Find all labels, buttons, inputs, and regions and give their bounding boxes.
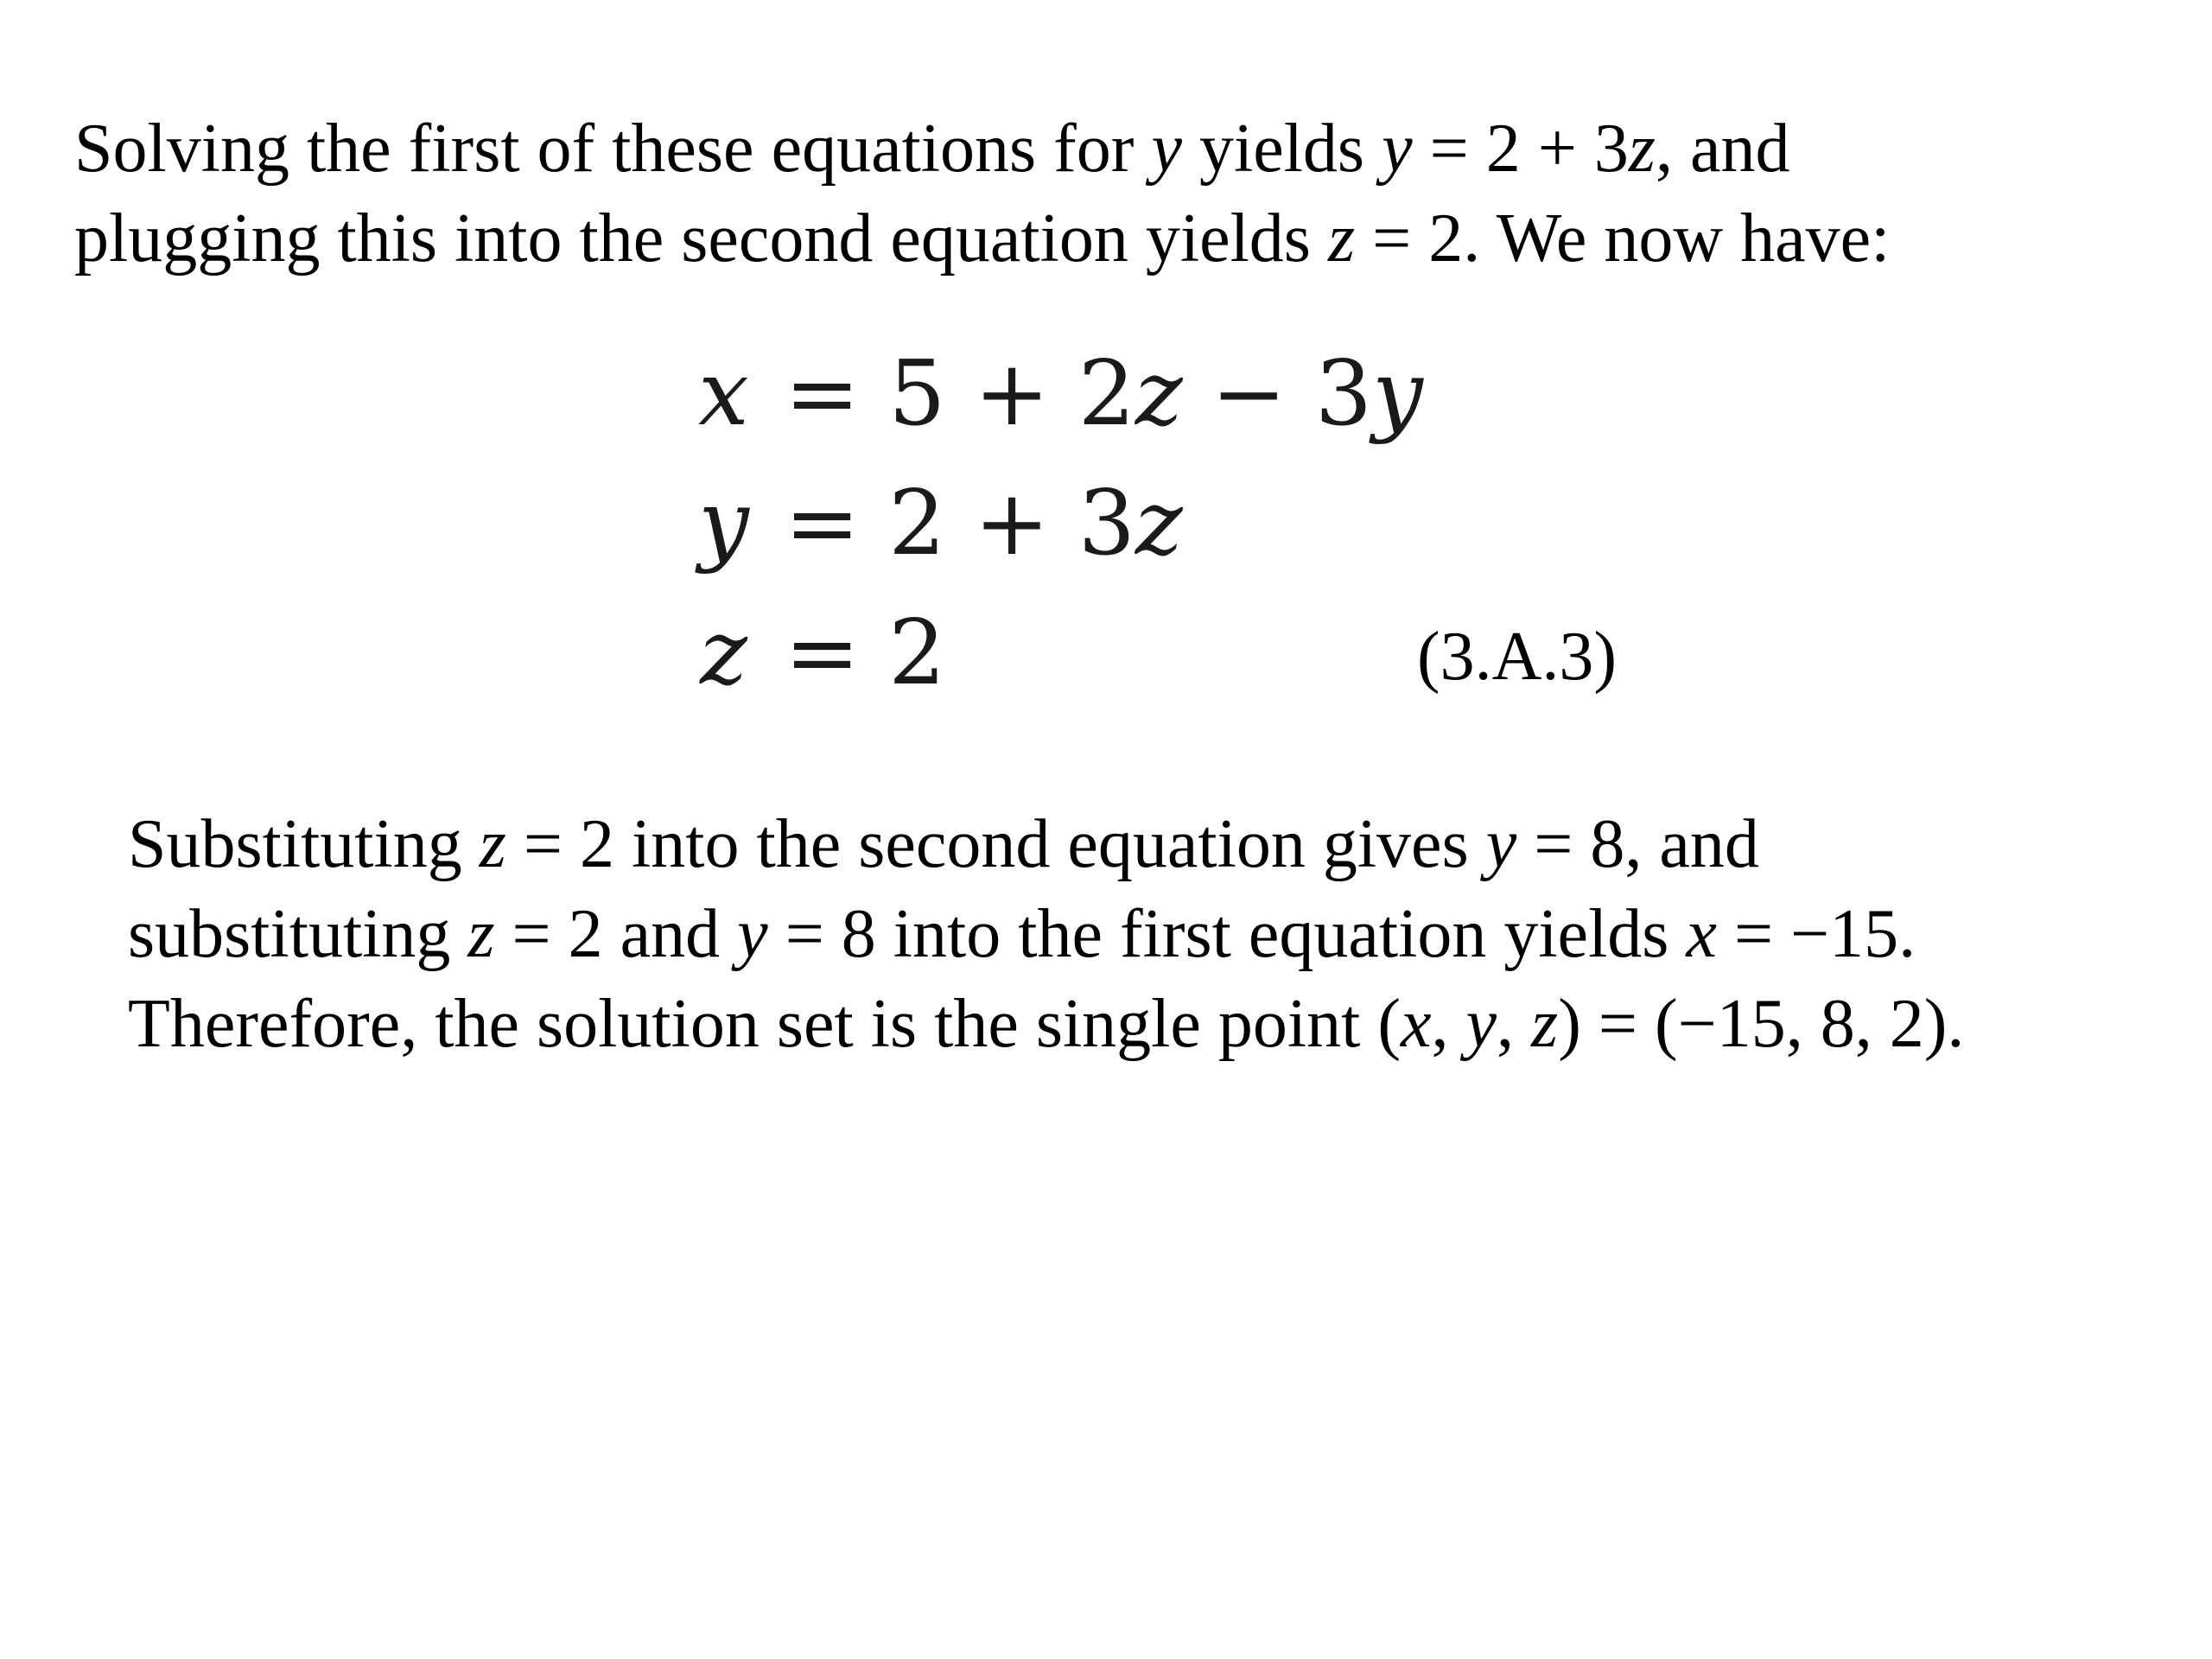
text-run: = −15. <box>1716 896 1916 972</box>
math-variable: z <box>1531 986 1559 1062</box>
text-run: = 2 and <box>494 896 738 972</box>
intro-line-1 <box>74 104 1890 194</box>
text-run: = 2 into the second equation gives <box>505 806 1486 882</box>
equals-sign: = <box>756 470 889 575</box>
text-run: = 8 into the first equation yields <box>767 896 1687 972</box>
equation-lhs: z <box>700 600 747 705</box>
text-run: yields <box>1181 111 1382 187</box>
text-run: Solving the first of these equations for <box>74 111 1152 187</box>
text-run: = 2. We now have: <box>1355 200 1891 276</box>
math-variable: x <box>1686 896 1717 972</box>
math-variable: y <box>1151 111 1182 187</box>
math-variable: y <box>1485 806 1517 882</box>
text-run: , <box>1497 986 1532 1062</box>
rhs-term: − 3 <box>1182 340 1373 446</box>
text-run: , <box>1431 986 1466 1062</box>
math-variable: z <box>1135 470 1183 575</box>
rhs-term: 2 <box>888 600 946 705</box>
equals-sign: = <box>756 340 889 446</box>
text-run: , and <box>1655 111 1790 187</box>
text-run: Substituting <box>128 806 480 882</box>
math-variable: y <box>1372 340 1423 446</box>
equation-lhs: x <box>698 340 749 446</box>
text-run: ) = (−15, 8, 2). <box>1558 986 1965 1062</box>
equals-sign: = <box>756 600 889 705</box>
math-variable: y <box>1465 986 1497 1062</box>
math-variable: x <box>1401 986 1432 1062</box>
math-variable: z <box>479 806 506 882</box>
equation-lhs: y <box>698 470 749 575</box>
text-run: = 8, and <box>1516 806 1759 882</box>
rhs-term: 5 + 2 <box>888 340 1135 446</box>
equation-rhs <box>888 341 1423 445</box>
math-variable: z <box>1628 111 1656 187</box>
math-variable: z <box>467 896 495 972</box>
conclusion-line-3 <box>128 979 1964 1069</box>
text-run: = 2 + 3 <box>1412 111 1629 187</box>
text-run: substituting <box>128 896 468 972</box>
equation-number: (3.A.3) <box>1417 619 1618 695</box>
conclusion-line-2 <box>128 889 1964 979</box>
math-variable: y <box>737 896 768 972</box>
text-run: plugging this into the second equation yields <box>74 200 1328 276</box>
math-variable: y <box>1382 111 1413 187</box>
conclusion-line-1 <box>128 799 1964 889</box>
text-run: Therefore, the solution set is the single point ( <box>128 986 1402 1062</box>
intro-paragraph <box>74 104 1890 283</box>
conclusion-paragraph <box>128 799 1964 1069</box>
equation-row-y <box>691 471 1183 575</box>
math-variable: z <box>1135 340 1183 446</box>
math-variable: z <box>1327 200 1356 276</box>
equation-rhs <box>888 471 1182 575</box>
rhs-term: 2 + 3 <box>888 470 1135 575</box>
intro-line-2 <box>74 194 1890 283</box>
equation-rhs <box>888 601 945 704</box>
equation-row-z <box>691 601 945 704</box>
equation-row-x <box>691 341 1423 445</box>
